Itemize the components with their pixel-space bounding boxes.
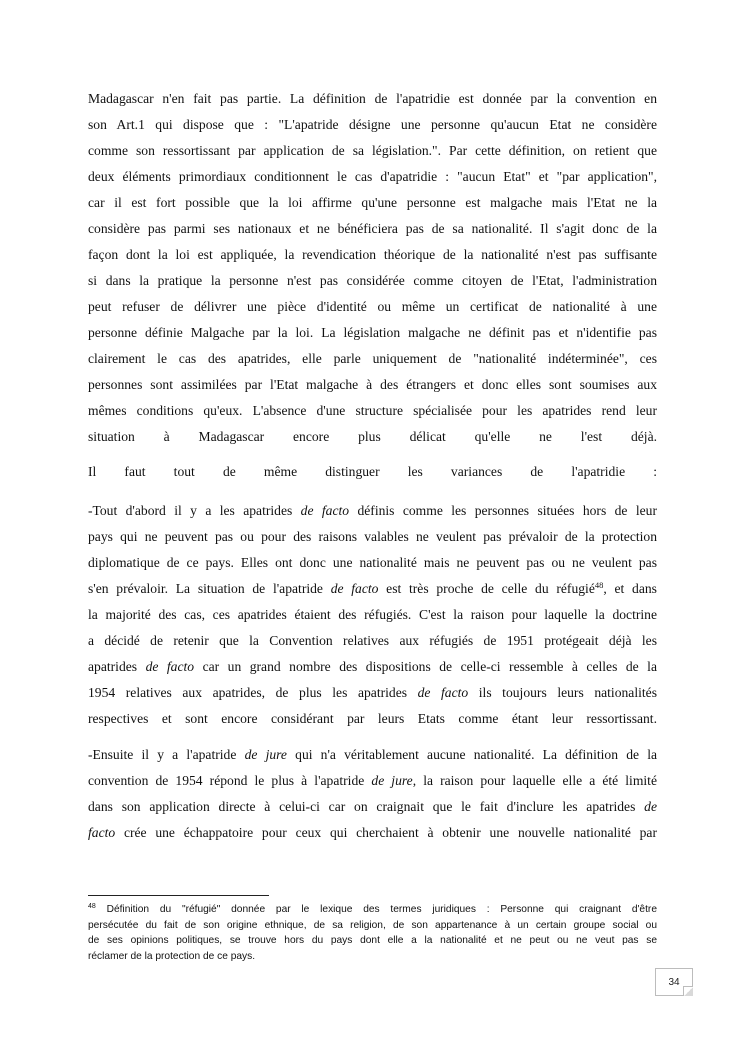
text-line: la majorité des cas, ces apatrides étaient des réfugiés. C'est la raison pour laquelle la doctrine <box>88 607 657 622</box>
text-line: mêmes conditions qu'eux. L'absence d'une structure spécialisée pour les apatrides rend leur <box>88 403 657 418</box>
footnote-line: persécutée du fait de son origine ethnique, de sa religion, de son appartenance à un certain groupe social ou <box>88 919 657 931</box>
italic-term: de facto <box>300 503 350 518</box>
text-line: comme son ressortissant par application de sa législation.". Par cette définition, on retient que <box>88 143 657 158</box>
text-line: si dans la pratique la personne n'est pas considérée comme citoyen de l'Etat, l'administration <box>88 273 657 288</box>
page-number: 34 <box>668 977 680 988</box>
text-line: 1954 relatives aux apatrides, de plus les apatrides de facto ils toujours leurs nationalités <box>88 685 657 700</box>
text-line: -Tout d'abord il y a les apatrides de facto définis comme les personnes situées hors de leur <box>88 503 657 518</box>
text-line: apatrides de facto car un grand nombre des dispositions de celle-ci ressemble à celles de la <box>88 659 657 674</box>
paragraph-4 <box>88 742 657 846</box>
italic-term: facto <box>88 825 116 840</box>
text-line: facto crée une échappatoire pour ceux qui cherchaient à obtenir une nouvelle nationalité par <box>88 825 657 840</box>
text-line: -Ensuite il y a l'apatride de jure qui n'a véritablement aucune nationalité. La définition de la <box>88 747 657 762</box>
footnote-line: de ses opinions politiques, se trouve hors du pays dont elle a la nationalité et ne peut ou ne veut pas se <box>88 935 657 946</box>
footnote-reference[interactable]: 48 <box>594 580 604 590</box>
paragraph-2 <box>88 459 657 485</box>
paragraph-1 <box>88 86 657 450</box>
text-line: clairement le cas des apatrides, elle parle uniquement de "nationalité indéterminée", ces <box>88 351 657 366</box>
footnote-line: $^{48}$ Définition du "réfugié" donnée par le lexique des termes juridiques : Personne qui craignant d'être <box>88 903 657 915</box>
text-line: car il est fort possible que la loi affirme qu'une personne est malgache mais l'Etat ne la <box>88 195 657 210</box>
page-number-box <box>655 968 693 996</box>
footnote-number: 48 <box>88 903 96 910</box>
text-line: situation à Madagascar encore plus délicat qu'elle ne l'est déjà. <box>88 429 657 444</box>
text-line: personne définie Malgache par la loi. La législation malgache ne définit pas et n'identifie pas <box>88 325 657 340</box>
text-line: pays qui ne peuvent pas ou pour des raisons valables ne veulent pas prévaloir de la protection <box>88 529 657 544</box>
text-line: peut refuser de délivrer une pièce d'identité ou même un certificat de nationalité à une <box>88 299 657 314</box>
paragraph-3 <box>88 498 657 732</box>
italic-term: de facto <box>145 659 195 674</box>
italic-term: de <box>644 799 657 814</box>
text-line: personnes sont assimilées par l'Etat malgache à des étrangers et donc elles sont soumises aux <box>88 377 657 392</box>
page-curl-icon <box>683 986 693 996</box>
footnote-line: réclamer de la protection de ce pays. <box>88 950 256 962</box>
text-line: son Art.1 qui dispose que : "L'apatride désigne une personne qu'aucun Etat ne considère <box>88 117 657 132</box>
footnote <box>88 902 657 964</box>
text-line: respectives et sont encore considérant par leurs Etats comme étant leur ressortissant. <box>88 711 657 726</box>
text-line: diplomatique de ce pays. Elles ont donc une nationalité mais ne peuvent pas ou ne veulent pas <box>88 555 657 570</box>
italic-term: de facto <box>417 685 469 700</box>
text-line: Madagascar n'en fait pas partie. La définition de l'apatridie est donnée par la convention en <box>88 91 657 106</box>
text-line: dans son application directe à celui-ci car on craignait que le fait d'inclure les apatrides de <box>88 799 657 814</box>
text-line: façon dont la loi est appliquée, la revendication théorique de la nationalité n'est pas suffisante <box>88 247 657 262</box>
text-line: Il faut tout de même distinguer les variances de l'apatridie : <box>88 464 657 479</box>
footnote-separator <box>88 895 269 896</box>
text-line: s'en prévaloir. La situation de l'apatride de facto est très proche de celle du réfugié$^{48}$, et dans <box>88 580 657 596</box>
italic-term: de jure <box>244 747 287 762</box>
italic-term: de jure <box>371 773 413 788</box>
text-line: a décidé de retenir que la Convention relatives aux réfugiés de 1951 protégeait déjà les <box>88 633 657 648</box>
text-line: convention de 1954 répond le plus à l'apatride de jure, la raison pour laquelle elle a été limité <box>88 773 657 788</box>
text-line: considère pas parmi ses nationaux et ne bénéficiera pas de sa nationalité. Il s'agit donc de la <box>88 221 657 236</box>
italic-term: de facto <box>330 581 379 596</box>
text-line: deux éléments primordiaux conditionnent le cas d'apatridie : "aucun Etat" et "par application", <box>88 169 657 184</box>
